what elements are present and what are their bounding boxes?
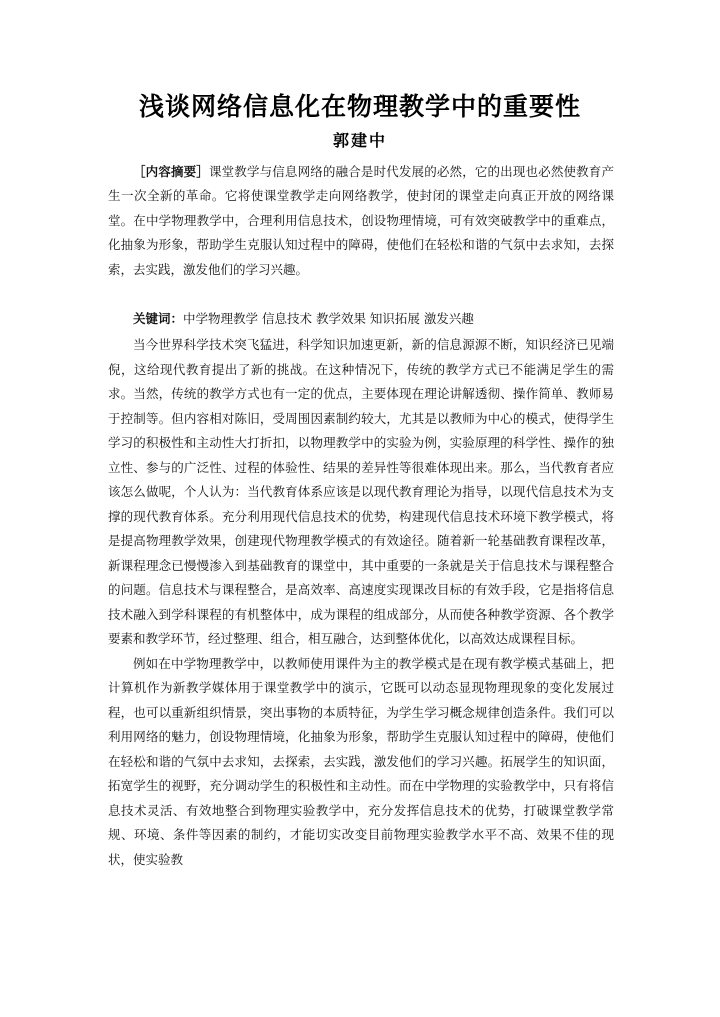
abstract-label: ［内容摘要］ [133, 164, 209, 179]
body-text [108, 333, 614, 872]
body-paragraph-1: 当今世界科学技术突飞猛进，科学知识加速更新，新的信息源源不断，知识经济已见端倪，这给现代教育提出了新的挑战。在这种情况下，传统的教学方式已不能满足学生的需求。当然，传统的教学方式也有一定的优点，主要体现在理论讲解透彻、操作简单、教师易于控制等。但内容相对陈旧，受周围因素制约较大，尤其是以教师为中心的模式，使得学生学习的积极性和主动性大打折扣，以物理教学中的实验为例，实验原理的科学性、操作的独立性、参与的广泛性、过程的体验性、结果的差异性等很难体现出来。那么，当代教育者应该怎么做呢，个人认为：当代教育体系应该是以现代教育理论为指导，以现代信息技术为支撑的现代教育体系。充分利用现代信息技术的优势，构建现代信息技术环境下教学模式，将是提高物理教学效果，创建现代物理教学模式的有效途径。随着新一轮基础教育课程改革，新课程理念已慢慢渗入到基础教育的课堂中，其中重要的一条就是关于信息技术与课程整合的问题。信息技术与课程整合，是高效率、高速度实现课改目标的有效手段，它是指将信息技术融入到学科课程的有机整体中，成为课程的组成部分，从而使各种教学资源、各个教学要素和教学环节，经过整理、组合，相互融合，达到整体优化，以高效达成课程目标。 [108, 337, 614, 646]
keywords-text: 中学物理教学 信息技术 教学效果 知识拓展 激发兴趣 [183, 311, 474, 326]
abstract [108, 160, 614, 282]
body-paragraph-2: 例如在中学物理教学中，以教师使用课件为主的教学模式是在现有教学模式基础上，把计算机作为新教学媒体用于课堂教学中的演示，它既可以动态显现物理现象的变化发展过程，也可以重新组织情景，突出事物的本质特征，为学生学习概念规律创造条件。我们可以利用网络的魅力，创设物理情境，化抽象为形象，帮助学生克服认知过程中的障碍，使他们在轻松和谐的气氛中去求知，去探索，去实践，激发他们的学习兴趣。拓展学生的知识面，拓宽学生的视野，充分调动学生的积极性和主动性。而在中学物理的实验教学中，只有将信息技术灵活、有效地整合到物理实验教学中，充分发挥信息技术的优势，打破课堂教学常规、环境、条件等因素的制约，才能切实改变目前物理实验教学水平不高、效果不佳的现状，使实验教 [108, 655, 614, 867]
author-name: 郭建中 [332, 131, 387, 150]
document-title: 浅谈网络信息化在物理教学中的重要性 [138, 92, 581, 121]
keywords-label: 关键词： [133, 311, 184, 326]
keywords [108, 307, 614, 331]
abstract-text: 课堂教学与信息网络的融合是时代发展的必然，它的出现也必然使教育产生一次全新的革命。它将使课堂教学走向网络教学，使封闭的课堂走向真正开放的网络课堂。在中学物理教学中，合理利用信息技术，创设物理情境，可有效突破教学中的重难点，化抽象为形象，帮助学生克服认知过程中的障碍，使他们在轻松和谐的气氛中去求知，去探索，去实践，激发他们的学习兴趣。 [108, 164, 614, 277]
